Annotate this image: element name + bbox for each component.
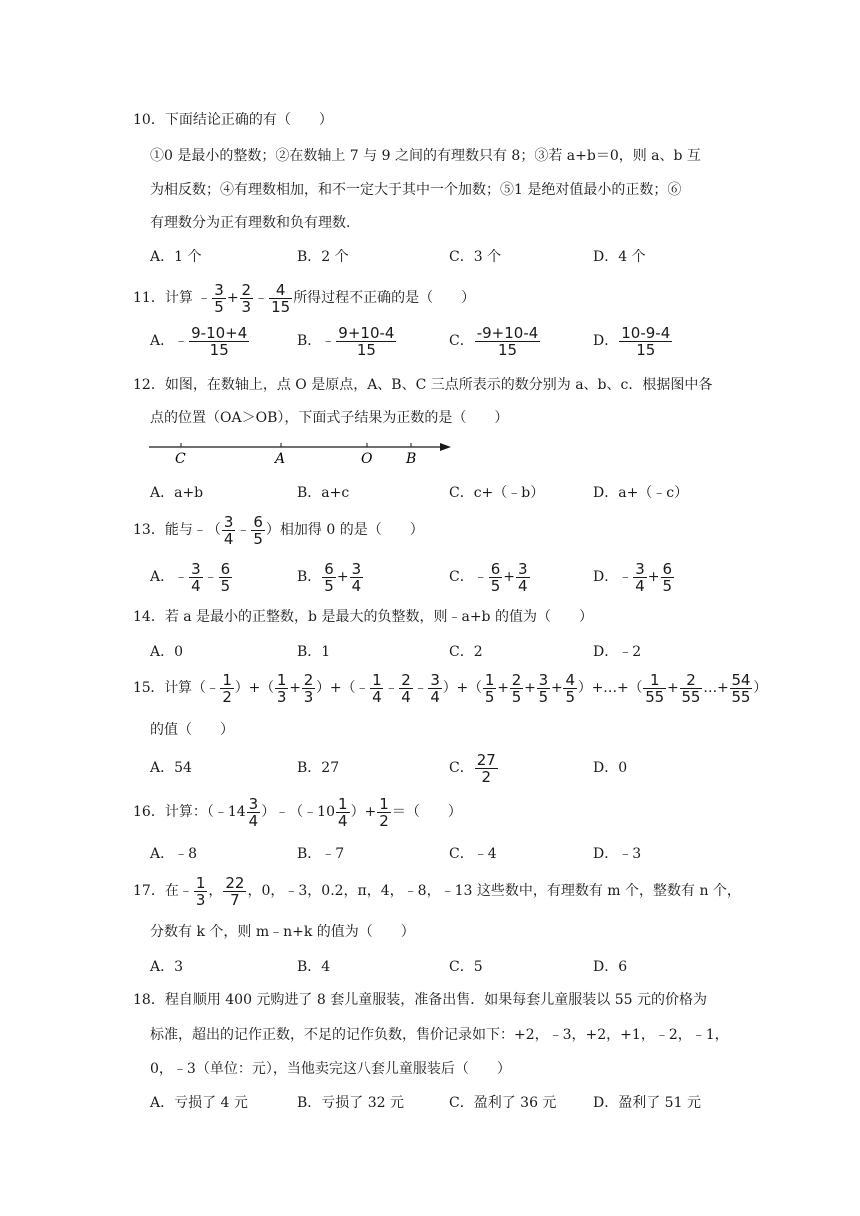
fraction: $\frac{9-10+4}{15}$ (191, 323, 248, 359)
fraction: $\frac{3}{4}$ (430, 670, 440, 706)
q10-line-3: 有理数分为正有理数和负有理数． (150, 215, 360, 231)
q15-stem: 15．计算（﹣ $\frac{1}{2}$ ）+（ $\frac{1}{3}$ + $\frac{2}{3}$ ）+（﹣ $\frac{1}{4}$ ﹣ $\frac{2}{4}$ ﹣ $\frac{3}{4}$ ）+（ $\frac{1}{5}$ + $\frac{2}{5}$ + $\frac{3}{5}$ + $\frac{4}{5}$ ）+…+（ $\frac{1}{55}$ + $\frac{2}{55}$ …+ $\frac{54}{55}$ ） (133, 670, 768, 706)
axis-label-b: B (406, 451, 417, 467)
q10-option-a[interactable]: A．1 个 (150, 249, 202, 265)
fraction: $\frac{1}{3}$ (195, 873, 206, 909)
fraction: $\frac{3}{4}$ (248, 794, 259, 830)
q18-option-b[interactable]: B．亏损了 32 元 (297, 1095, 405, 1111)
fraction: $\frac{1}{4}$ (338, 794, 348, 830)
fraction: $\frac{6}{5}$ (324, 559, 334, 595)
q15-option-c[interactable]: C． $\frac{27}{2}$ (449, 750, 496, 786)
axis-label-o: O (361, 451, 373, 467)
fraction: $\frac{2}{4}$ (401, 670, 411, 706)
q18-line-1: 18．程自顺用 400 元购进了 8 套儿童服装，准备出售．如果每套儿童服装以 55 元的价格为 (133, 992, 707, 1008)
fraction: $\frac{3}{4}$ (191, 559, 201, 595)
fraction: $\frac{6}{5}$ (490, 559, 501, 595)
q12-option-b[interactable]: B．a+c (297, 485, 350, 501)
fraction: $\frac{-9+10-4}{15}$ (476, 323, 539, 359)
axis-label-a: A (275, 451, 286, 467)
q18-option-c[interactable]: C．盈利了 36 元 (449, 1095, 557, 1111)
fraction: $\frac{4}{5}$ (565, 670, 575, 706)
q10-option-d[interactable]: D．4 个 (593, 249, 646, 265)
q16-stem: 16．计算：（﹣14 $\frac{3}{4}$ ）﹣（﹣10 $\frac{1}{4}$ ）+ $\frac{1}{2}$ ＝（ ） (133, 794, 462, 830)
fraction: $\frac{3}{5}$ (214, 280, 224, 316)
q14-stem: 14．若 a 是最小的正整数，b 是最大的负整数，则﹣a+b 的值为（ ） (133, 609, 593, 625)
fraction: $\frac{1}{4}$ (372, 670, 382, 706)
q13-option-b[interactable]: B． $\frac{6}{5}$ + $\frac{3}{4}$ (297, 559, 362, 595)
fraction: $\frac{2}{3}$ (303, 670, 314, 706)
q11-prefix: 11．计算 ﹣ (133, 290, 212, 306)
q17-option-d[interactable]: D．6 (593, 959, 628, 975)
q12-option-c[interactable]: C．c+（﹣b） (449, 485, 545, 501)
q11-stem: 11．计算 ﹣ $\frac{3}{5}$ + $\frac{2}{3}$ ﹣ $\frac{4}{15}$ 所得过程不正确的是（ ） (133, 280, 476, 316)
fraction: $\frac{2}{55}$ (681, 670, 701, 706)
q11-option-d[interactable]: D． $\frac{10-9-4}{15}$ (593, 323, 671, 359)
q16-option-a[interactable]: A．﹣8 (150, 846, 198, 862)
q10-option-b[interactable]: B．2 个 (297, 249, 349, 265)
fraction: $\frac{3}{4}$ (223, 512, 234, 548)
fraction: $\frac{1}{3}$ (276, 670, 287, 706)
q13-option-d[interactable]: D．﹣ $\frac{3}{4}$ + $\frac{6}{5}$ (593, 559, 673, 595)
fraction: $\frac{6}{5}$ (253, 512, 263, 548)
q15-option-b[interactable]: B．27 (297, 760, 340, 776)
q12-line-2: 点的位置（OA＞OB），下面式子结果为正数的是（ ） (150, 410, 509, 426)
q15-line-2: 的值（ ） (150, 722, 234, 738)
fraction: $\frac{54}{55}$ (731, 670, 751, 706)
q17-option-b[interactable]: B．4 (297, 959, 331, 975)
q14-option-b[interactable]: B．1 (297, 644, 331, 660)
q16-option-b[interactable]: B．﹣7 (297, 846, 345, 862)
q18-line-3: 0，﹣3（单位：元），当他卖完这八套儿童服装后（ ） (150, 1061, 511, 1077)
q18-option-d[interactable]: D．盈利了 51 元 (593, 1095, 701, 1111)
q11-option-b[interactable]: B．﹣ $\frac{9+10-4}{15}$ (297, 323, 395, 359)
q15-option-d[interactable]: D．0 (593, 760, 628, 776)
q13-option-a[interactable]: A．﹣ $\frac{3}{4}$ ﹣ $\frac{6}{5}$ (150, 559, 231, 595)
fraction: $\frac{10-9-4}{15}$ (621, 323, 671, 359)
fraction: $\frac{3}{4}$ (351, 559, 362, 595)
fraction: $\frac{6}{5}$ (220, 559, 231, 595)
fraction: $\frac{1}{2}$ (379, 794, 389, 830)
q12-option-d[interactable]: D．a+（﹣c） (593, 485, 689, 501)
fraction: $\frac{2}{3}$ (241, 280, 252, 316)
q13-stem: 13．能与﹣（ $\frac{3}{4}$ ﹣ $\frac{6}{5}$ ）相加得 0 的是（ ） (133, 512, 424, 548)
q14-option-d[interactable]: D．﹣2 (593, 644, 642, 660)
q16-option-d[interactable]: D．﹣3 (593, 846, 642, 862)
q17-stem: 17．在﹣ $\frac{1}{3}$ ， $\frac{22}{7}$ ，0，﹣3，0.2，π，4，﹣8，﹣13 这些数中，有理数有 m 个，整数有 n 个， (133, 873, 741, 909)
q18-option-a[interactable]: A．亏损了 4 元 (150, 1095, 248, 1111)
axis-label-c: C (175, 451, 186, 467)
fraction: $\frac{6}{5}$ (662, 559, 673, 595)
q11-option-c[interactable]: C． $\frac{-9+10-4}{15}$ (449, 323, 539, 359)
q17-option-c[interactable]: C．5 (449, 959, 483, 975)
q15-option-a[interactable]: A．54 (150, 760, 192, 776)
fraction: $\frac{27}{2}$ (476, 750, 496, 786)
fraction: $\frac{3}{4}$ (635, 559, 645, 595)
q18-line-2: 标准，超出的记作正数，不足的记作负数，售价记录如下：+2，﹣3，+2，+1，﹣2，﹣1， (150, 1027, 729, 1043)
q11-suffix: 所得过程不正确的是（ ） (293, 290, 476, 306)
q14-option-c[interactable]: C．2 (449, 644, 483, 660)
q10-line-1: ①0 是最小的整数；②在数轴上 7 与 9 之间的有理数只有 8；③若 a+b＝0，则 a、b 互 (150, 148, 701, 164)
q10-line-2: 为相反数；④有理数相加，和不一定大于其中一个加数；⑤1 是绝对值最小的正数；⑥ (150, 182, 682, 198)
q17-line-2: 分数有 k 个，则 m﹣n+k 的值为（ ） (150, 924, 415, 940)
q11-option-a[interactable]: A．﹣ $\frac{9-10+4}{15}$ (150, 323, 248, 359)
fraction: $\frac{22}{7}$ (225, 873, 245, 909)
fraction: $\frac{1}{2}$ (222, 670, 232, 706)
fraction: $\frac{2}{5}$ (511, 670, 522, 706)
fraction: $\frac{4}{15}$ (271, 280, 291, 316)
fraction: $\frac{9+10-4}{15}$ (338, 323, 395, 359)
axis-arrow-icon (440, 443, 451, 451)
fraction: $\frac{1}{55}$ (645, 670, 664, 706)
q14-option-a[interactable]: A．0 (150, 644, 184, 660)
number-line-figure (145, 436, 460, 468)
q13-option-c[interactable]: C．﹣ $\frac{6}{5}$ + $\frac{3}{4}$ (449, 559, 528, 595)
fraction: $\frac{3}{4}$ (518, 559, 528, 595)
q16-option-c[interactable]: C．﹣4 (449, 846, 497, 862)
q12-option-a[interactable]: A．a+b (150, 485, 204, 501)
q17-option-a[interactable]: A．3 (150, 959, 184, 975)
q12-line-1: 12．如图，在数轴上，点 O 是原点，A、B、C 三点所表示的数分别为 a、b、c．根据图中各 (133, 377, 713, 393)
q10-option-c[interactable]: C．3 个 (449, 249, 502, 265)
fraction: $\frac{1}{5}$ (484, 670, 495, 706)
fraction: $\frac{3}{5}$ (538, 670, 548, 706)
q10-stem: 10．下面结论正确的有（ ） (133, 112, 333, 128)
